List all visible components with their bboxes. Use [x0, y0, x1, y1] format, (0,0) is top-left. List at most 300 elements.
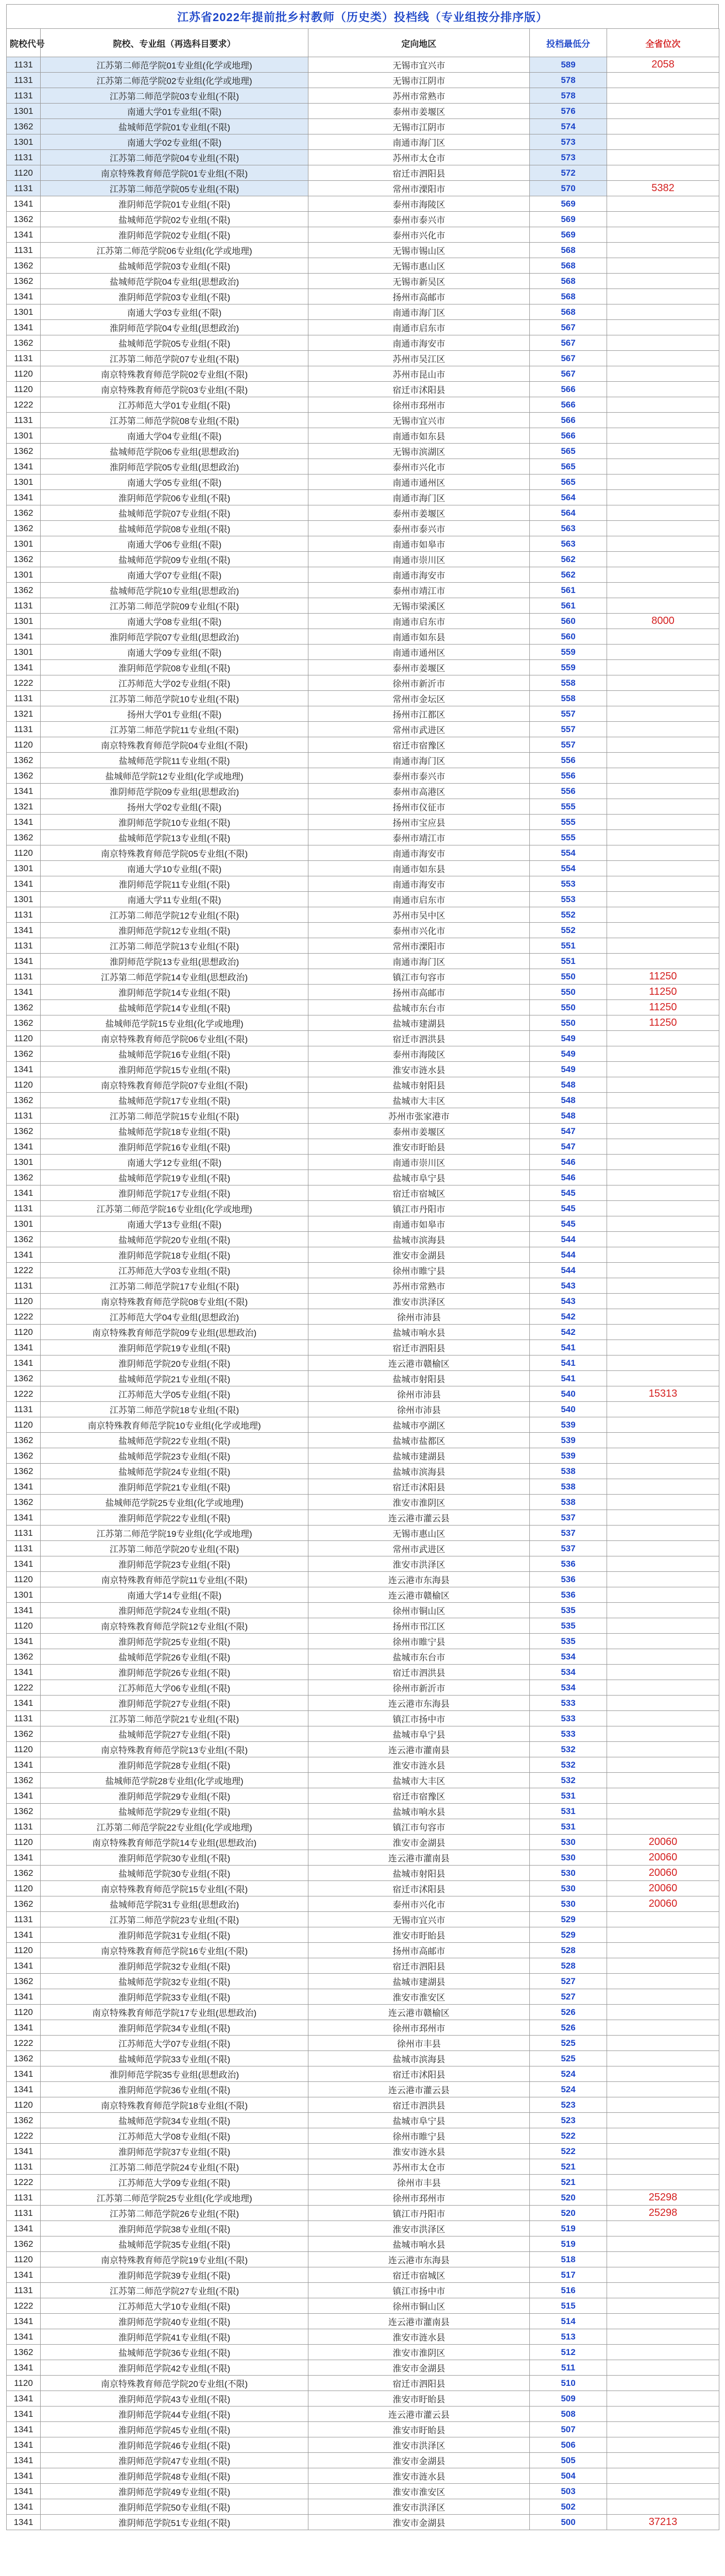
cell-region: 盐城市滨海县: [308, 2051, 530, 2066]
cell-region: 淮安市洪泽区: [308, 2437, 530, 2453]
cell-region: 镇江市丹阳市: [308, 1201, 530, 1216]
cell-major: 淮阴师范学院51专业组(不限): [41, 2515, 308, 2530]
cell-major: 淮阴师范学院26专业组(不限): [41, 1665, 308, 1680]
cell-rank: [607, 691, 719, 706]
table-row: [7, 212, 719, 227]
cell-region: 镇江市扬中市: [308, 2283, 530, 2298]
cell-major: 江苏师范大学07专业组(不限): [41, 2036, 308, 2051]
cell-region: 南通市海安市: [308, 335, 530, 351]
cell-region: 徐州市睢宁县: [308, 2128, 530, 2144]
cell-rank: [607, 150, 719, 165]
table-row: [7, 1726, 719, 1742]
cell-score: 532: [530, 1757, 607, 1773]
cell-region: 徐州市沛县: [308, 1402, 530, 1417]
cell-score: 544: [530, 1247, 607, 1263]
cell-major: 江苏师范大学08专业组(不限): [41, 2128, 308, 2144]
cell-score: 520: [530, 2206, 607, 2221]
cell-major: 淮阴师范学院17专业组(不限): [41, 1185, 308, 1201]
cell-code: 1341: [7, 227, 41, 243]
cell-region: 连云港市灌南县: [308, 1850, 530, 1866]
cell-rank: [607, 490, 719, 505]
cell-major: 盐城师范学院02专业组(不限): [41, 212, 308, 227]
cell-code: 1341: [7, 954, 41, 969]
table-row: [7, 722, 719, 737]
table-row: [7, 521, 719, 536]
table-row: [7, 351, 719, 366]
cell-region: 徐州市睢宁县: [308, 1263, 530, 1278]
cell-score: 560: [530, 629, 607, 645]
cell-code: 1362: [7, 119, 41, 134]
cell-major: 淮阴师范学院18专业组(不限): [41, 1247, 308, 1263]
cell-region: 盐城市滨海县: [308, 1464, 530, 1479]
cell-rank: [607, 428, 719, 444]
cell-rank: [607, 2082, 719, 2097]
cell-score: 515: [530, 2298, 607, 2314]
table-row: [7, 335, 719, 351]
cell-rank: [607, 397, 719, 413]
table-row: [7, 2515, 719, 2530]
table-row: [7, 2066, 719, 2082]
cell-major: 江苏第二师范学院16专业组(化学或地理): [41, 1201, 308, 1216]
cell-major: 淮阴师范学院20专业组(不限): [41, 1355, 308, 1371]
cell-code: 1341: [7, 2437, 41, 2453]
cell-region: 连云港市赣榆区: [308, 1587, 530, 1603]
cell-code: 1222: [7, 1386, 41, 1402]
cell-score: 556: [530, 768, 607, 784]
cell-region: 徐州市邳州市: [308, 2020, 530, 2036]
table-row: [7, 88, 719, 104]
table-row: [7, 645, 719, 660]
table-row: [7, 1603, 719, 1618]
cell-score: 570: [530, 181, 607, 196]
cell-score: 569: [530, 212, 607, 227]
table-row: [7, 1355, 719, 1371]
cell-major: 淮阴师范学院32专业组(不限): [41, 1958, 308, 1974]
cell-rank: [607, 2345, 719, 2360]
cell-rank: 20060: [607, 1896, 719, 1912]
cell-code: 1120: [7, 366, 41, 382]
cell-major: 南通大学04专业组(不限): [41, 428, 308, 444]
cell-score: 533: [530, 1711, 607, 1726]
cell-major: 盐城师范学院34专业组(不限): [41, 2113, 308, 2128]
cell-major: 淮阴师范学院13专业组(思想政治): [41, 954, 308, 969]
cell-score: 566: [530, 397, 607, 413]
cell-score: 514: [530, 2314, 607, 2329]
cell-region: 盐城市阜宁县: [308, 1170, 530, 1185]
cell-code: 1131: [7, 2190, 41, 2206]
cell-rank: [607, 830, 719, 845]
cell-region: 淮安市涟水县: [308, 2329, 530, 2345]
cell-code: 1321: [7, 706, 41, 722]
cell-major: 盐城师范学院33专业组(不限): [41, 2051, 308, 2066]
cell-region: 扬州市邗江区: [308, 1618, 530, 1634]
cell-code: 1362: [7, 1866, 41, 1881]
cell-code: 1341: [7, 1340, 41, 1355]
cell-code: 1341: [7, 196, 41, 212]
cell-region: 淮安市淮安区: [308, 1989, 530, 2005]
cell-rank: [607, 1464, 719, 1479]
cell-code: 1301: [7, 104, 41, 119]
cell-major: 淮阴师范学院33专业组(不限): [41, 1989, 308, 2005]
cell-score: 522: [530, 2128, 607, 2144]
cell-code: 1131: [7, 2283, 41, 2298]
cell-rank: [607, 1974, 719, 1989]
cell-score: 516: [530, 2283, 607, 2298]
cell-region: 徐州市沛县: [308, 1309, 530, 1325]
cell-rank: [607, 2360, 719, 2376]
cell-region: 徐州市沛县: [308, 1386, 530, 1402]
cell-major: 江苏第二师范学院27专业组(不限): [41, 2283, 308, 2298]
cell-major: 盐城师范学院19专业组(不限): [41, 1170, 308, 1185]
cell-score: 569: [530, 196, 607, 212]
table-row: [7, 2236, 719, 2252]
table-row: [7, 227, 719, 243]
table-row: [7, 536, 719, 552]
cell-major: 盐城师范学院32专业组(不限): [41, 1974, 308, 1989]
score-table: [6, 28, 719, 2530]
cell-rank: [607, 366, 719, 382]
cell-major: 淮阴师范学院15专业组(不限): [41, 1062, 308, 1077]
cell-major: 淮阴师范学院25专业组(不限): [41, 1634, 308, 1649]
cell-major: 淮阴师范学院47专业组(不限): [41, 2453, 308, 2468]
cell-code: 1362: [7, 1371, 41, 1386]
cell-region: 宿迁市泗阳县: [308, 165, 530, 181]
cell-code: 1341: [7, 490, 41, 505]
table-row: [7, 2020, 719, 2036]
table-row: [7, 583, 719, 598]
table-row: [7, 2113, 719, 2128]
cell-region: 扬州市高邮市: [308, 1943, 530, 1958]
cell-region: 盐城市阜宁县: [308, 2113, 530, 2128]
cell-code: 1301: [7, 474, 41, 490]
cell-code: 1120: [7, 2376, 41, 2391]
table-row: [7, 134, 719, 150]
cell-code: 1362: [7, 1015, 41, 1031]
cell-rank: [607, 289, 719, 304]
cell-score: 549: [530, 1062, 607, 1077]
cell-region: 宿迁市宿城区: [308, 2267, 530, 2283]
cell-rank: [607, 196, 719, 212]
table-row: [7, 1773, 719, 1788]
table-row: [7, 2360, 719, 2376]
cell-region: 南通市通州区: [308, 645, 530, 660]
cell-code: 1301: [7, 645, 41, 660]
cell-major: 淮阴师范学院49专业组(不限): [41, 2484, 308, 2499]
cell-region: 盐城市射阳县: [308, 1866, 530, 1881]
table-row: [7, 969, 719, 985]
cell-score: 549: [530, 1031, 607, 1046]
cell-rank: [607, 1711, 719, 1726]
table-row: [7, 2128, 719, 2144]
cell-score: 529: [530, 1927, 607, 1943]
cell-rank: [607, 382, 719, 397]
cell-rank: [607, 304, 719, 320]
cell-region: 宿迁市泗阳县: [308, 1340, 530, 1355]
cell-rank: [607, 1077, 719, 1093]
cell-score: 533: [530, 1696, 607, 1711]
header-score: 投档最低分: [530, 29, 607, 57]
cell-score: 562: [530, 552, 607, 567]
cell-score: 500: [530, 2515, 607, 2530]
cell-rank: [607, 2097, 719, 2113]
cell-rank: [607, 1309, 719, 1325]
cell-region: 苏州市太仓市: [308, 2159, 530, 2175]
cell-code: 1362: [7, 583, 41, 598]
table-row: [7, 1835, 719, 1850]
cell-rank: [607, 2051, 719, 2066]
table-row: [7, 1665, 719, 1680]
cell-score: 531: [530, 1804, 607, 1819]
cell-major: 盐城师范学院13专业组(不限): [41, 830, 308, 845]
cell-rank: [607, 815, 719, 830]
cell-region: 南通市崇川区: [308, 552, 530, 567]
cell-rank: [607, 938, 719, 954]
cell-major: 江苏师范大学06专业组(不限): [41, 1680, 308, 1696]
table-row: [7, 1371, 719, 1386]
cell-rank: [607, 1417, 719, 1433]
table-row: [7, 892, 719, 907]
cell-major: 淮阴师范学院46专业组(不限): [41, 2437, 308, 2453]
cell-major: 江苏第二师范学院26专业组(不限): [41, 2206, 308, 2221]
cell-rank: [607, 1618, 719, 1634]
cell-score: 548: [530, 1093, 607, 1108]
cell-major: 淮阴师范学院38专业组(不限): [41, 2221, 308, 2236]
cell-rank: [607, 1201, 719, 1216]
cell-rank: [607, 1495, 719, 1510]
table-row: [7, 1912, 719, 1927]
cell-major: 淮阴师范学院23专业组(不限): [41, 1556, 308, 1572]
cell-region: 徐州市新沂市: [308, 1680, 530, 1696]
cell-code: 1341: [7, 1757, 41, 1773]
table-row: [7, 1062, 719, 1077]
cell-score: 576: [530, 104, 607, 119]
table-row: [7, 784, 719, 799]
cell-region: 泰州市姜堰区: [308, 1124, 530, 1139]
cell-region: 泰州市泰兴市: [308, 521, 530, 536]
cell-major: 南京特殊教育师范学院09专业组(思想政治): [41, 1325, 308, 1340]
cell-score: 526: [530, 2005, 607, 2020]
cell-score: 567: [530, 335, 607, 351]
cell-rank: [607, 598, 719, 614]
cell-region: 泰州市海陵区: [308, 196, 530, 212]
table-row: [7, 845, 719, 861]
table-row: [7, 1974, 719, 1989]
cell-code: 1341: [7, 815, 41, 830]
cell-rank: [607, 2144, 719, 2159]
cell-rank: [607, 2252, 719, 2267]
cell-region: 连云港市东海县: [308, 1572, 530, 1587]
cell-code: 1120: [7, 1835, 41, 1850]
cell-rank: [607, 2406, 719, 2422]
cell-score: 519: [530, 2236, 607, 2252]
cell-rank: [607, 1943, 719, 1958]
cell-major: 淮阴师范学院35专业组(思想政治): [41, 2066, 308, 2082]
cell-code: 1301: [7, 428, 41, 444]
table-row: [7, 1201, 719, 1216]
cell-major: 南通大学14专业组(不限): [41, 1587, 308, 1603]
cell-code: 1301: [7, 134, 41, 150]
cell-code: 1341: [7, 2453, 41, 2468]
cell-rank: [607, 1726, 719, 1742]
cell-code: 1341: [7, 1556, 41, 1572]
cell-code: 1341: [7, 923, 41, 938]
cell-region: 连云港市灌南县: [308, 1742, 530, 1757]
cell-major: 淮阴师范学院11专业组(不限): [41, 876, 308, 892]
cell-rank: [607, 2159, 719, 2175]
cell-code: 1341: [7, 1665, 41, 1680]
cell-rank: [607, 1371, 719, 1386]
table-row: [7, 1943, 719, 1958]
cell-score: 536: [530, 1556, 607, 1572]
cell-rank: [607, 2128, 719, 2144]
cell-rank: [607, 119, 719, 134]
cell-region: 苏州市太仓市: [308, 150, 530, 165]
cell-rank: [607, 552, 719, 567]
cell-major: 南京特殊教育师范学院12专业组(不限): [41, 1618, 308, 1634]
cell-rank: 11250: [607, 985, 719, 1000]
cell-rank: 2058: [607, 57, 719, 73]
cell-code: 1131: [7, 907, 41, 923]
cell-rank: [607, 845, 719, 861]
cell-score: 542: [530, 1325, 607, 1340]
cell-major: 盐城师范学院21专业组(不限): [41, 1371, 308, 1386]
cell-region: 淮安市淮阴区: [308, 2345, 530, 2360]
cell-score: 555: [530, 815, 607, 830]
cell-major: 南通大学09专业组(不限): [41, 645, 308, 660]
table-row: [7, 660, 719, 675]
cell-rank: [607, 2236, 719, 2252]
cell-score: 522: [530, 2144, 607, 2159]
table-row: [7, 753, 719, 768]
cell-region: 无锡市江阴市: [308, 73, 530, 88]
cell-score: 564: [530, 505, 607, 521]
cell-major: 盐城师范学院16专业组(不限): [41, 1046, 308, 1062]
cell-major: 南京特殊教育师范学院15专业组(不限): [41, 1881, 308, 1896]
cell-score: 559: [530, 645, 607, 660]
cell-rank: 20060: [607, 1850, 719, 1866]
cell-score: 537: [530, 1510, 607, 1526]
cell-region: 苏州市常熟市: [308, 1278, 530, 1294]
cell-major: 江苏第二师范学院18专业组(不限): [41, 1402, 308, 1417]
cell-code: 1120: [7, 2005, 41, 2020]
cell-region: 无锡市宜兴市: [308, 413, 530, 428]
cell-region: 镇江市丹阳市: [308, 2206, 530, 2221]
cell-score: 550: [530, 985, 607, 1000]
cell-code: 1120: [7, 2097, 41, 2113]
cell-score: 566: [530, 382, 607, 397]
cell-score: 538: [530, 1495, 607, 1510]
cell-region: 常州市金坛区: [308, 691, 530, 706]
table-row: [7, 1541, 719, 1556]
table-row: [7, 1093, 719, 1108]
cell-score: 524: [530, 2066, 607, 2082]
cell-rank: [607, 1263, 719, 1278]
table-row: [7, 1989, 719, 2005]
cell-score: 551: [530, 954, 607, 969]
cell-major: 淮阴师范学院01专业组(不限): [41, 196, 308, 212]
cell-region: 连云港市东海县: [308, 1696, 530, 1711]
cell-code: 1341: [7, 1185, 41, 1201]
cell-rank: [607, 2314, 719, 2329]
cell-score: 552: [530, 907, 607, 923]
cell-region: 常州市武进区: [308, 722, 530, 737]
cell-major: 江苏第二师范学院05专业组(不限): [41, 181, 308, 196]
cell-code: 1301: [7, 892, 41, 907]
cell-code: 1120: [7, 1077, 41, 1093]
table-row: [7, 320, 719, 335]
cell-score: 562: [530, 567, 607, 583]
cell-score: 530: [530, 1881, 607, 1896]
cell-score: 566: [530, 413, 607, 428]
table-row: [7, 1495, 719, 1510]
cell-score: 512: [530, 2345, 607, 2360]
cell-rank: [607, 1788, 719, 1804]
table-row: [7, 799, 719, 815]
cell-major: 南通大学02专业组(不限): [41, 134, 308, 150]
table-row: [7, 2036, 719, 2051]
cell-rank: [607, 1572, 719, 1587]
cell-major: 淮阴师范学院31专业组(不限): [41, 1927, 308, 1943]
cell-major: 盐城师范学院01专业组(不限): [41, 119, 308, 134]
cell-score: 573: [530, 150, 607, 165]
table-row: [7, 2406, 719, 2422]
cell-major: 盐城师范学院25专业组(化学或地理): [41, 1495, 308, 1510]
table-row: [7, 1402, 719, 1417]
table-row: [7, 691, 719, 706]
cell-region: 南通市如皋市: [308, 536, 530, 552]
cell-code: 1131: [7, 413, 41, 428]
cell-region: 淮安市洪泽区: [308, 2221, 530, 2236]
cell-major: 南京特殊教育师范学院08专业组(不限): [41, 1294, 308, 1309]
cell-score: 513: [530, 2329, 607, 2345]
cell-score: 543: [530, 1278, 607, 1294]
cell-major: 南京特殊教育师范学院17专业组(思想政治): [41, 2005, 308, 2020]
cell-code: 1362: [7, 2113, 41, 2128]
cell-rank: [607, 1093, 719, 1108]
cell-region: 宿迁市泗阳县: [308, 1958, 530, 1974]
cell-major: 淮阴师范学院12专业组(不限): [41, 923, 308, 938]
table-row: [7, 861, 719, 876]
cell-score: 538: [530, 1479, 607, 1495]
cell-rank: [607, 165, 719, 181]
cell-region: 泰州市兴化市: [308, 923, 530, 938]
cell-major: 江苏第二师范学院20专业组(不限): [41, 1541, 308, 1556]
cell-score: 549: [530, 1046, 607, 1062]
cell-rank: [607, 88, 719, 104]
cell-code: 1131: [7, 722, 41, 737]
cell-region: 镇江市句容市: [308, 1819, 530, 1835]
table-row: [7, 815, 719, 830]
page-title: 江苏省2022年提前批乡村教师（历史类）投档线（专业组按分排序版）: [177, 10, 548, 24]
cell-code: 1362: [7, 274, 41, 289]
cell-region: 淮安市洪泽区: [308, 1556, 530, 1572]
cell-rank: [607, 1742, 719, 1757]
cell-major: 南京特殊教育师范学院14专业组(思想政治): [41, 1835, 308, 1850]
cell-code: 1362: [7, 1773, 41, 1788]
cell-region: 泰州市兴化市: [308, 459, 530, 474]
cell-rank: 20060: [607, 1835, 719, 1850]
cell-major: 淮阴师范学院34专业组(不限): [41, 2020, 308, 2036]
cell-major: 淮阴师范学院19专业组(不限): [41, 1340, 308, 1355]
cell-major: 南京特殊教育师范学院13专业组(不限): [41, 1742, 308, 1757]
cell-score: 565: [530, 459, 607, 474]
table-row: [7, 1464, 719, 1479]
cell-region: 苏州市昆山市: [308, 366, 530, 382]
cell-code: 1362: [7, 1974, 41, 1989]
title-row: [6, 4, 719, 28]
cell-code: 1362: [7, 258, 41, 274]
cell-major: 南通大学10专业组(不限): [41, 861, 308, 876]
